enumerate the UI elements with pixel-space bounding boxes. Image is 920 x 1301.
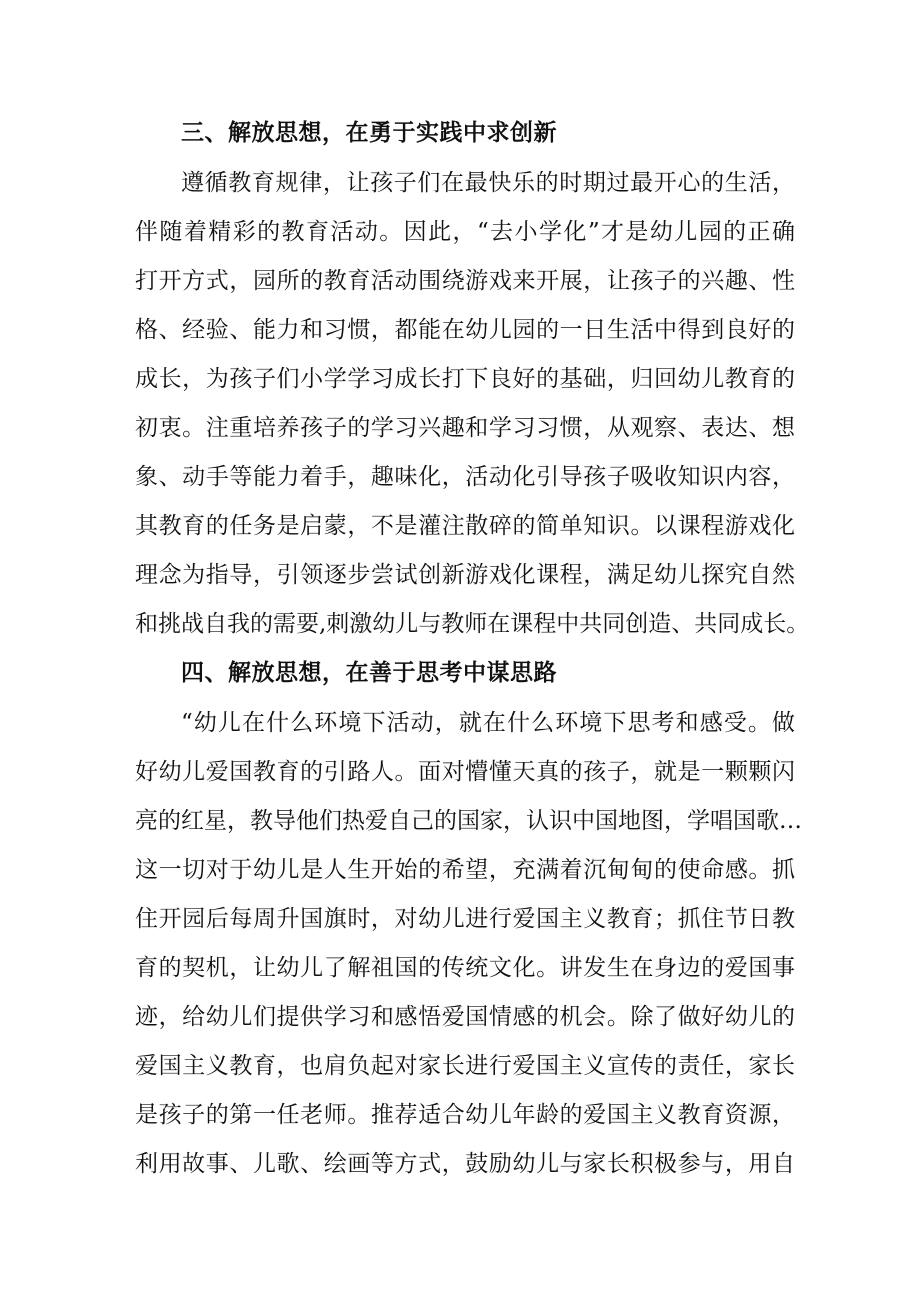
section-4-line: 育的契机，让幼儿了解祖国的传统文化。讲发生在身边的爱国事 <box>135 955 795 981</box>
section-3-line: 成长，为孩子们小学学习成长打下良好的基础，归回幼儿教育的 <box>135 366 795 392</box>
section-4-line: 住开园后每周升国旗时，对幼儿进行爱国主义教育；抓住节日教 <box>135 906 795 932</box>
section-3-line: 伴随着精彩的教育活动。因此，“去小学化”才是幼儿园的正确 <box>135 219 795 245</box>
section-3-line: 打开方式，园所的教育活动围绕游戏来开展，让孩子的兴趣、性 <box>135 268 795 294</box>
section-4-heading: 四、解放思想，在善于思考中谋思路 <box>181 660 557 686</box>
section-3-line: 象、动手等能力着手，趣味化，活动化引导孩子吸收知识内容， <box>135 464 795 490</box>
section-3-line: 初衷。注重培养孩子的学习兴趣和学习习惯，从观察、表达、想 <box>135 415 795 441</box>
section-3-line: 其教育的任务是启蒙，不是灌注散碎的简单知识。以课程游戏化 <box>135 513 795 539</box>
section-3-line: 理念为指导，引领逐步尝试创新游戏化课程，满足幼儿探究自然 <box>135 562 795 588</box>
section-3-line: 遵循教育规律，让孩子们在最快乐的时期过最开心的生活， <box>181 170 795 196</box>
section-4-line: “幼儿在什么环境下活动，就在什么环境下思考和感受。做 <box>181 710 795 736</box>
section-3-heading: 三、解放思想，在勇于实践中求创新 <box>181 120 557 146</box>
section-4-line: 亮的红星，教导他们热爱自己的国家，认识中国地图，学唱国歌… <box>135 808 802 834</box>
section-4-line: 好幼儿爱国教育的引路人。面对懵懂天真的孩子，就是一颗颗闪 <box>135 759 795 785</box>
section-4-line: 是孩子的第一任老师。推荐适合幼儿年龄的爱国主义教育资源， <box>135 1102 795 1128</box>
section-4-line: 迹，给幼儿们提供学习和感悟爱国情感的机会。除了做好幼儿的 <box>135 1004 795 1030</box>
section-4-line: 爱国主义教育，也肩负起对家长进行爱国主义宣传的责任，家长 <box>135 1053 795 1079</box>
section-4-line: 这一切对于幼儿是人生开始的希望，充满着沉甸甸的使命感。抓 <box>135 857 795 883</box>
section-4-line: 利用故事、儿歌、绘画等方式，鼓励幼儿与家长积极参与，用自 <box>135 1151 795 1177</box>
section-3-line: 和挑战自我的需要,刺激幼儿与教师在课程中共同创造、共同成长。 <box>135 611 810 637</box>
section-3-line: 格、经验、能力和习惯，都能在幼儿园的一日生活中得到良好的 <box>135 317 795 343</box>
